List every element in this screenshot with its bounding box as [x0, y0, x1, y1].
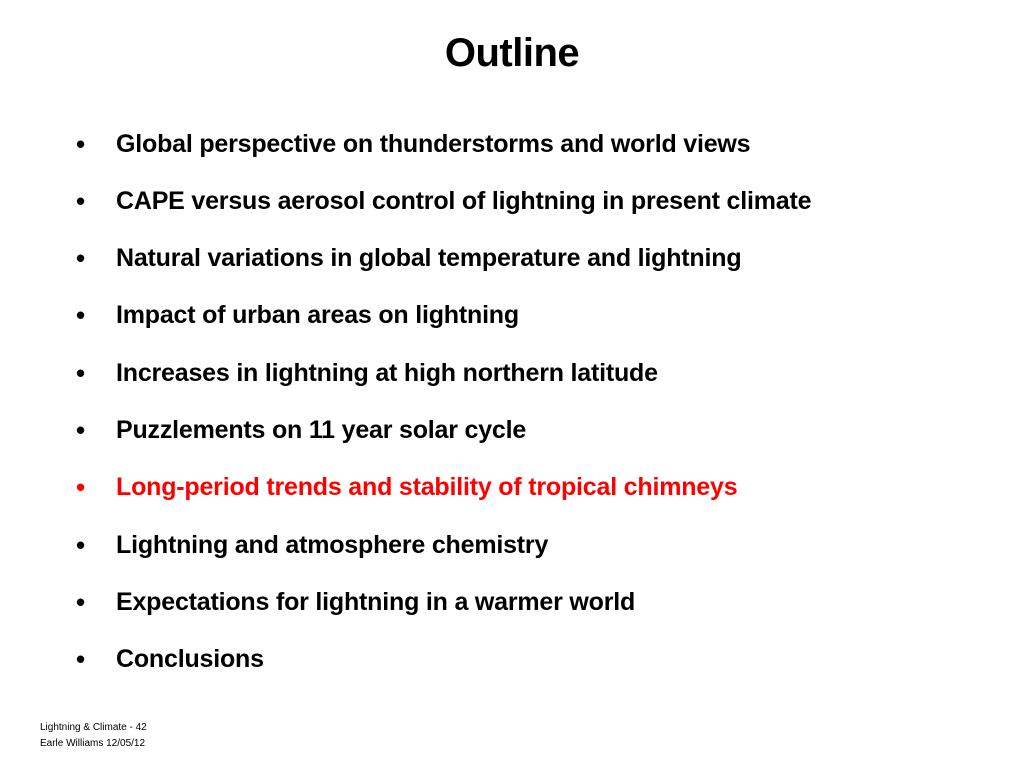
bullet-text: Conclusions: [116, 645, 264, 673]
bullet-text: Lightning and atmosphere chemistry: [116, 531, 549, 559]
bullet-dot-icon: •: [76, 300, 86, 330]
bullet-item-global-perspective: [76, 124, 996, 164]
bullet-item-conclusions: [76, 639, 996, 679]
bullet-text: Natural variations in global temperature and lightning: [116, 244, 742, 272]
bullet-text: CAPE versus aerosol control of lightning in present climate: [116, 187, 812, 215]
bullet-dot-icon: •: [76, 129, 86, 159]
bullet-dot-icon: •: [76, 186, 86, 216]
slide-footer: [40, 720, 147, 752]
bullet-item-cape-aerosol: [76, 181, 996, 221]
bullet-dot-icon: •: [76, 415, 86, 445]
bullet-text: Increases in lightning at high northern latitude: [116, 359, 658, 387]
bullet-item-high-latitude: [76, 353, 996, 393]
bullet-text: Long-period trends and stability of tropical chimneys: [116, 473, 738, 501]
bullet-item-urban-areas: [76, 295, 996, 335]
bullet-item-atmosphere-chemistry: [76, 525, 996, 565]
bullet-dot-icon: •: [76, 472, 86, 502]
bullet-text: Expectations for lightning in a warmer world: [116, 588, 636, 616]
bullet-dot-icon: •: [76, 644, 86, 674]
bullet-dot-icon: •: [76, 530, 86, 560]
bullet-dot-icon: •: [76, 243, 86, 273]
bullet-item-solar-cycle: [76, 410, 996, 450]
bullet-text: Global perspective on thunderstorms and world views: [116, 130, 751, 158]
bullet-text: Impact of urban areas on lightning: [116, 301, 519, 329]
bullet-dot-icon: •: [76, 587, 86, 617]
bullet-item-warmer-world: [76, 582, 996, 622]
footer-author-date: Earle Williams 12/05/12: [40, 738, 146, 749]
bullet-dot-icon: •: [76, 358, 86, 388]
slide-title: Outline: [444, 31, 580, 75]
bullet-text: Puzzlements on 11 year solar cycle: [116, 416, 527, 444]
bullet-item-natural-variations: [76, 238, 996, 278]
bullet-item-tropical-chimneys: [76, 467, 996, 507]
footer-slide-info: Lightning & Climate - 42: [40, 722, 147, 733]
